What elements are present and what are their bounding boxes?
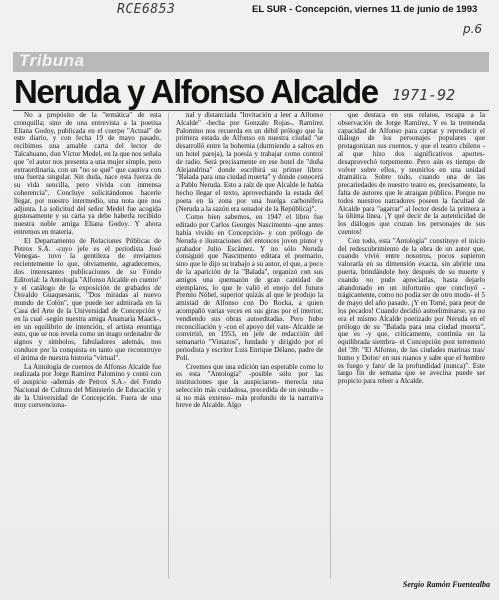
paragraph: No a propósito de la "temática" de esta cronquilla; sino de una entrevista a la poetisa Eliana Godoy, publicada en el cuerpo "Actual" de este diario, y con fecha 19 de mayo pasado, recibimos una amable carta del lector de Talcahuano, don Víctor Medel, en la que nos señala que "el autor nos presenta a una mujer simple, pero extraordinaria, con un "no se qué" que cautiva con una fuerza singular. Sin duda, nace esta fuerza de su vida sencilla, pero vivida con inmensa coherencia". Concluye solicitándonos hacerle llegar, por nuestro intermedio, una nota que nos adjunta. La solicitud del señor Medel fue acogida gustosamente y su carta ya debe haberla recibido nuestra noble amiga Eliana Godoy. Y ahora entremos en materia. — [14, 112, 161, 236]
headline: Neruda y Alfonso Alcalde — [14, 73, 378, 110]
paragraph: Como bien sabemos, en 1947 el libro fue editado por Carlos Georges Nascimento -que antes había vivido en Concepción- y con prólogo de Neruda e ilustraciones del entonces joven pintor y grabador Julio Escámez. Y no sólo Neruda consiguió que Nascimento editara el poemario, sino que le dijo su trabajo a su autor, el que, a poco de la aparición de la "Balada", organizó con sus amigos una quemazón de gran cantidad de ejemplares, lo que le valió el enojo del futuro Premio Nóbel, superior quizás al que le produjo la amistad de Alfonso con Do Rocka, a quien acompañó varias veces en sus giras por el interior, vendiendo sus obras autoeditadas. Pero hubo reconciliación y -con el apoyo del vate- Alcalde se convirtió, en 1953, en jefe de redacción del semanario "Vistazos", fundado y dirigido por el periodista y escritor Luis Enrique Délano, padre de Poli. — [176, 213, 323, 362]
section-label: Tribuna — [19, 51, 85, 70]
headline-rule — [13, 110, 489, 111]
paragraph: nal y distanciada "Invitación a leer a Alfonso Alcalde" -hecha por Gonzalo Rojas-, Ramírez Palomino nos recuerda en un débil prólogo que la primera estada de Alfonso en nuestra ciudad "se desarrolló entre la bohemia (durmiendo a saltos en un hotel pareja), la poesía y trabajar como control de radio. Será precisamente en ese hotel de "doña Alejandrina" donde escribirá su primer libro: "Balada para una ciudad muerta" y donde conocerá a Pablo Neruda. Esto a raíz de que Alcalde le había hecho llegar el texto, aprovechando la estada del poeta en la zona por una huelga carbonífera (Neruda a la sazón era senador de la República)". — [176, 112, 323, 213]
column-divider — [168, 113, 169, 579]
archive-reference: RCE6853 — [117, 2, 176, 17]
masthead: EL SUR - Concepción, viernes 11 de junio de 1993 — [252, 4, 478, 15]
page-mark: p.6 — [463, 22, 483, 36]
column-divider — [330, 113, 331, 579]
paragraph: La Antología de cuentos de Alfonso Alcalde fue realizada por Jorge Ramírez Palomino y contó con el auspicio -además de Petrox S.A.- del Fondo Nacional de Cultura del Ministerio de Educación y de la Universidad de Concepción. Fuera de una muy convenciona- — [14, 362, 161, 410]
article-column-3 — [338, 112, 485, 507]
article-column-2 — [176, 112, 323, 580]
handwritten-date: 1971-92 — [392, 86, 456, 104]
paragraph: El Departamento de Relaciones Públicas de Petrox S.A. -cuyo jefe es el periodista José Venegas- tuvo la gentileza de enviarnos recientemente lo que, obviamente, agradecemos, dos interesantes publicaciones de su Fondo Editorial: la Antología "Alfonso Alcalde en cuento" y el catálogo de la exposición de grabados de Osvaldo Guaquesanis, "Dos miradas al nuevo mundo de Colón", que puede ser admirada en la Casa del Arte de la Universidad de Concepción y en la cual -según nuestra amiga Anamaría Maack-, en un equilibrio de intención, el artista enuntiga esto, que se nos revela como un mago ordenador de signos y símbolos, fabuladores además, nos conduce por la conquista en tanto que reconstruye el ánima de nuestra historia "virtual". — [14, 236, 161, 362]
article-column-1 — [14, 112, 161, 580]
author-signature: Sergio Ramón Fuentealba — [402, 580, 490, 589]
paragraph: que destaca en sus relatos, escapa a la observación de Jorge Ramírez, Y es la tremenda capacidad de Alfonso para captar y reproducir el diálogo de los personajes populares que protagonizan sus cuentos, y que el teatro chileno -al que hizo dos significativos aportes- desaprovechó torpemente. Pero aún es tiempo de volver sobre ellos, y reunirlos en una unidad dramática. Sobre todo, cuando una de las precariedades de nuestro teatro es, precisamente, la falta de autores que le atraigan público. Porque no todos nuestros narradores poseen la facultad de Alcalde para "agarrar" al lector desde la primera a la última línea. ¡Y qué decir de la autenticidad de los diálogos que cruzan los personajes de sus cuentos! — [338, 112, 485, 236]
paragraph: Con todo, esta "Antología" constituye el inicio del redescubrimiento de la obra de un autor que, cuando vivió entre nosotros, pocos supieron valorarla en su dimensión exacta, sin abrirle una puerta, brindándole hoy después de su muerte y cuando no pudo apreciarlas, hasta dejarlo abandonado en un infortunio que concluyó -trágicamente, como no podía ser de otro modo- el 5 de mayo del año pasado. ¡Y en Tomé, para peor de los pecados! Cuando decidió autoeliminarse, ya no era el mismo Alcalde poetizado por Neruda en el prólogo de su "Balada para una ciudad muerta", que es -y que, críticamente, continúa en la equilibrada siembra- el Concepción post terremoto del '39: "El Alfonso, de las ciudades marinas tras/ humo y Dolor/ en sus ruanos y sabe que el hombre es fuego y faro/ de la profundidad (nunca)". Este largo fin de semana que se avecina puede ser propicio para releer a Alcalde. — [338, 236, 485, 386]
paragraph: Creemos que una edición tan esperable como lo es esta "Antología" -posible sólo por las instituciones que la auspiciaron- merecía una selección más cuidadosa, precedida de un estudio -si no más extenso- más profundo de la narrativa breve de Alcalde. Algo — [176, 362, 323, 410]
